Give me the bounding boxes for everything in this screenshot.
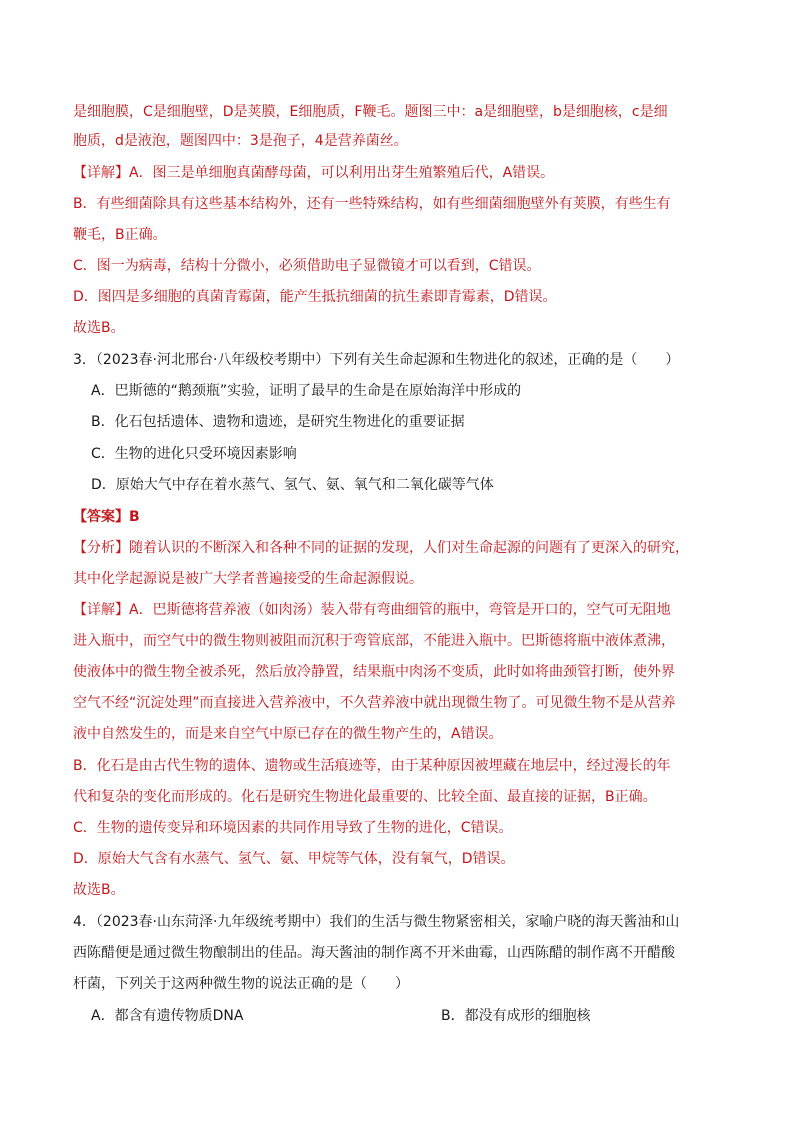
detail-text-line: 【详解】A．巴斯德将营养液（如肉汤）装入带有弯曲细管的瓶中，弯管是开口的，空气可无阻地 <box>73 602 671 618</box>
analysis-text-line: 【分析】随着认识的不断深入和各种不同的证据的发现，人们对生命起源的问题有了更深入的研究， <box>73 540 689 556</box>
question-3-stem: 3．（2023春·河北邢台·八年级校考期中）下列有关生命起源和生物进化的叙述，正确的是（ ） <box>73 352 680 368</box>
detail-text-line: 进入瓶中，而空气中的微生物则被阻而沉积于弯管底部，不能进入瓶中。巴斯德将瓶中液体煮沸， <box>73 633 675 649</box>
analysis-text-line: 胞质，d是液泡，题图四中：3是孢子，4是营养菌丝。 <box>73 133 408 149</box>
question-3-option-d: D．原始大气中存在着水蒸气、氢气、氨、氧气和二氧化碳等气体 <box>91 477 494 493</box>
question-3-option-c: C．生物的进化只受环境因素影响 <box>91 446 297 462</box>
question-4-option-a: A．都含有遗传物质DNA <box>91 1008 244 1024</box>
detail-text-line: 空气不经“沉淀处理”而直接进入营养液中，不久营养液中就出现微生物了。可见微生物不是从营养 <box>73 695 676 711</box>
detail-text-line: D．原始大气含有水蒸气、氢气、氨、甲烷等气体，没有氧气，D错误。 <box>73 851 515 867</box>
detail-text-line: 代和复杂的变化而形成的。化石是研究生物进化最重要的、比较全面、最直接的证据，B正确。 <box>73 789 657 805</box>
detail-text-line: B．有些细菌除具有这些基本结构外，还有一些特殊结构，如有些细菌细胞壁外有荚膜，有些生有 <box>73 196 671 212</box>
detail-text-line: C．图一为病毒，结构十分微小，必须借助电子显微镜才可以看到，C错误。 <box>73 258 541 274</box>
detail-text-line: 鞭毛，B正确。 <box>73 227 167 243</box>
analysis-text-line: 其中化学起源说是被广大学者普遍接受的生命起源假说。 <box>73 571 423 587</box>
question-4-stem: 4．（2023春·山东菏泽·九年级统考期中）我们的生活与微生物紧密相关，家喻户晓的海天酱油和山 <box>73 914 680 930</box>
question-4-stem: 杆菌，下列关于这两种微生物的说法正确的是（ ） <box>73 976 409 992</box>
question-4-options-row <box>91 1006 734 1026</box>
conclusion-text: 故选B。 <box>73 320 125 336</box>
answer-label: 【答案】B <box>73 509 140 525</box>
detail-text-line: 使液体中的微生物全被杀死，然后放冷静置，结果瓶中肉汤不变质，此时如将曲颈管打断，使外界 <box>73 664 675 680</box>
detail-text-line: D．图四是多细胞的真菌青霉菌，能产生抵抗细菌的抗生素即青霉素，D错误。 <box>73 289 557 305</box>
question-4-option-b: B．都没有成形的细胞核 <box>441 1008 591 1024</box>
question-3-option-b: B．化石包括遗体、遗物和遗迹，是研究生物进化的重要证据 <box>91 414 465 430</box>
conclusion-text: 故选B。 <box>73 882 125 898</box>
analysis-text-line: 是细胞膜，C是细胞壁，D是荚膜，E细胞质，F鞭毛。题图三中：a是细胞壁，b是细胞核，c是细 <box>73 104 668 120</box>
detail-text-line: B．化石是由古代生物的遗体、遗物或生活痕迹等，由于某种原因被埋藏在地层中，经过漫长的年 <box>73 758 671 774</box>
detail-text-line: C．生物的遗传变异和环境因素的共同作用导致了生物的进化，C错误。 <box>73 820 513 836</box>
question-3-option-a: A．巴斯德的“鹅颈瓶”实验，证明了最早的生命是在原始海洋中形成的 <box>91 383 522 399</box>
detail-text-line: 液中自然发生的，而是来自空气中原已存在的微生物产生的，A错误。 <box>73 726 503 742</box>
question-4-stem: 西陈醋便是通过微生物酿制出的佳品。海天酱油的制作离不开米曲霉，山西陈醋的制作离不开醋酸 <box>73 945 675 961</box>
detail-text-line: 【详解】A．图三是单细胞真菌酵母菌，可以利用出芽生殖繁殖后代，A错误。 <box>73 165 555 181</box>
